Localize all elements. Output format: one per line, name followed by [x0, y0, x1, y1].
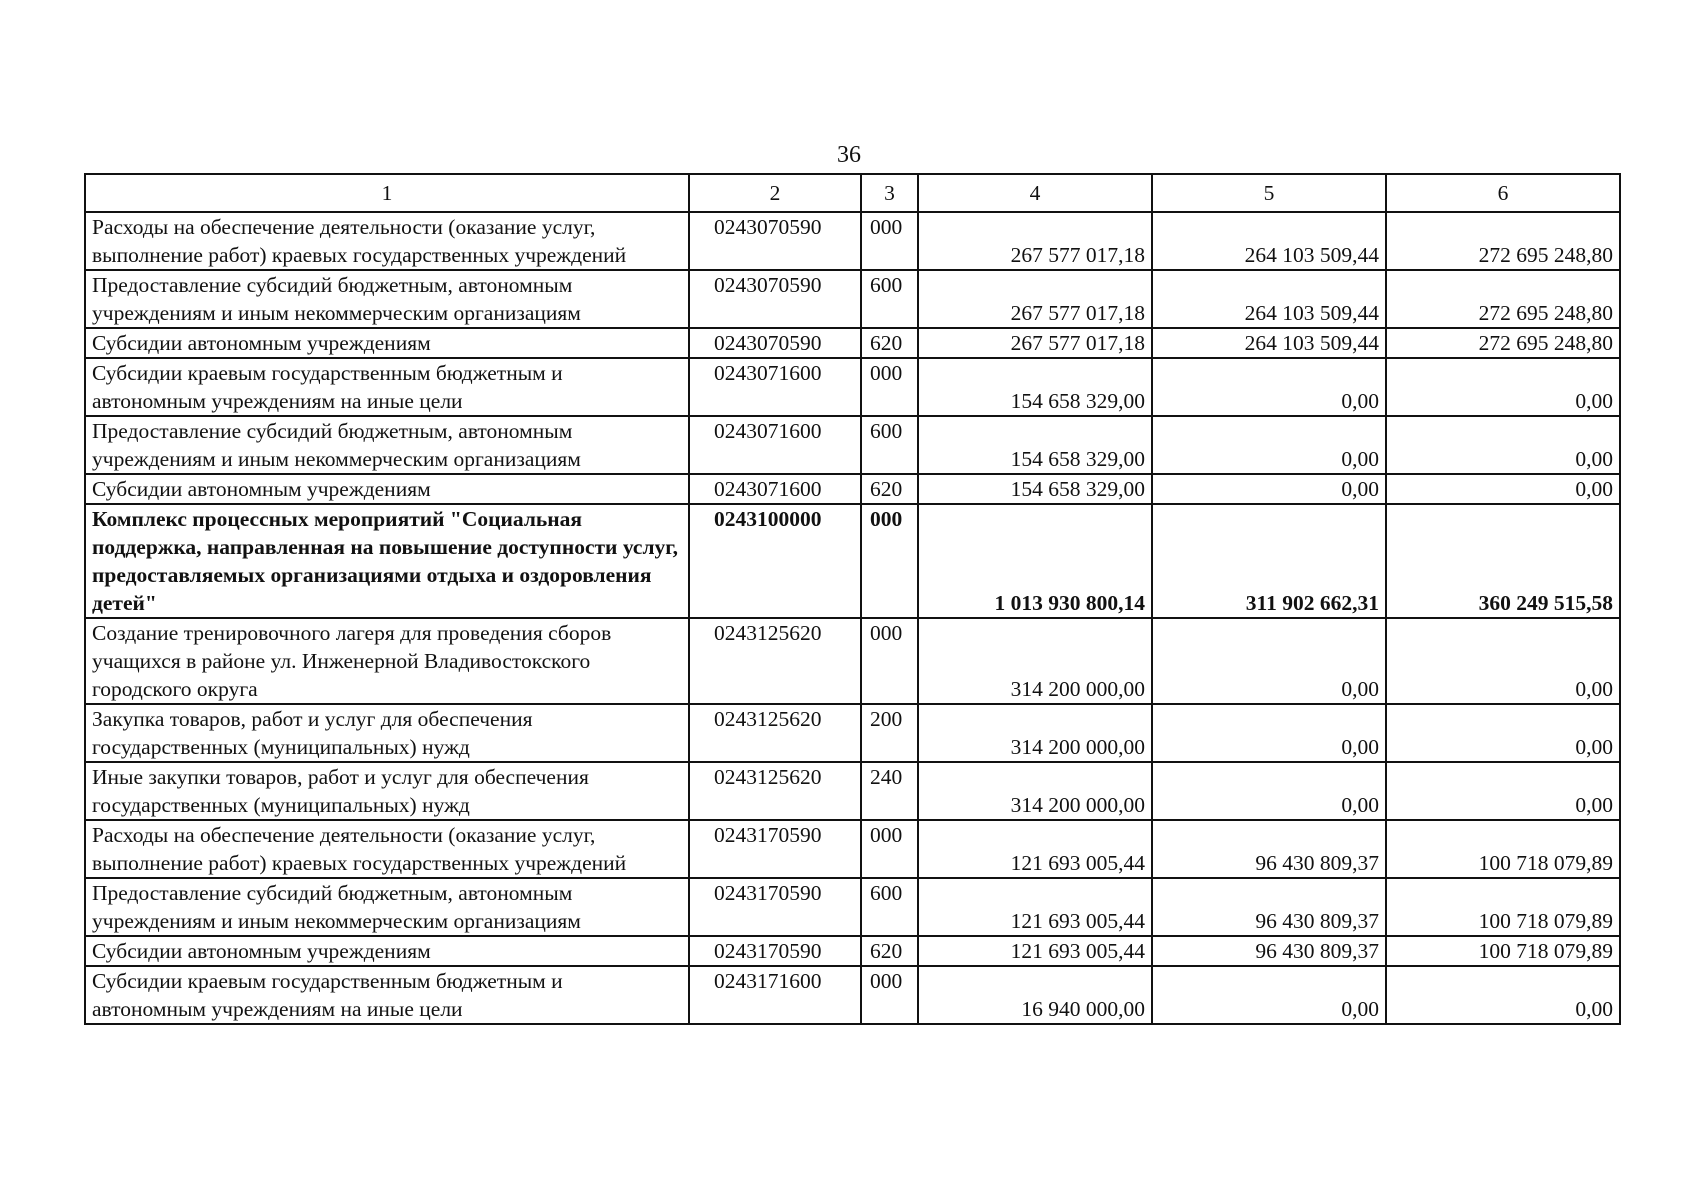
row-value-5: 0,00 — [1152, 358, 1386, 416]
row-value-5: 0,00 — [1152, 474, 1386, 504]
row-code: 0243071600 — [689, 416, 861, 474]
table-row — [85, 328, 1620, 358]
row-name: Субсидии краевым государственным бюджетным и автономным учреждениям на иные цели — [85, 358, 689, 416]
row-value-6: 272 695 248,80 — [1386, 270, 1620, 328]
row-code: 0243070590 — [689, 328, 861, 358]
row-name: Комплекс процессных мероприятий "Социальная поддержка, направленная на повышение доступности услуг, предоставляемых организациями отдыха и оздоровления детей" — [85, 504, 689, 618]
row-value-6: 0,00 — [1386, 416, 1620, 474]
column-header-3: 3 — [861, 174, 918, 212]
row-value-6: 0,00 — [1386, 762, 1620, 820]
row-value-4: 16 940 000,00 — [918, 966, 1152, 1024]
column-header-6: 6 — [1386, 174, 1620, 212]
row-code: 0243170590 — [689, 820, 861, 878]
row-kind: 600 — [861, 270, 918, 328]
table-row — [85, 474, 1620, 504]
column-header-1: 1 — [85, 174, 689, 212]
row-code: 0243070590 — [689, 270, 861, 328]
column-header-5: 5 — [1152, 174, 1386, 212]
row-value-6: 0,00 — [1386, 358, 1620, 416]
table-row — [85, 416, 1620, 474]
row-code: 0243071600 — [689, 474, 861, 504]
table-row — [85, 270, 1620, 328]
row-value-6: 100 718 079,89 — [1386, 820, 1620, 878]
table-header-row — [85, 174, 1620, 212]
page-number: 36 — [837, 142, 861, 168]
row-code: 0243170590 — [689, 878, 861, 936]
row-value-5: 311 902 662,31 — [1152, 504, 1386, 618]
table-row — [85, 878, 1620, 936]
row-kind: 600 — [861, 878, 918, 936]
row-name: Расходы на обеспечение деятельности (оказание услуг, выполнение работ) краевых государственных учреждений — [85, 820, 689, 878]
row-kind: 000 — [861, 820, 918, 878]
row-value-6: 0,00 — [1386, 704, 1620, 762]
column-header-4: 4 — [918, 174, 1152, 212]
row-name: Иные закупки товаров, работ и услуг для обеспечения государственных (муниципальных) нужд — [85, 762, 689, 820]
row-value-6: 272 695 248,80 — [1386, 212, 1620, 270]
table-row — [85, 618, 1620, 704]
row-name: Субсидии автономным учреждениям — [85, 936, 689, 966]
row-code: 0243125620 — [689, 618, 861, 704]
table-row — [85, 936, 1620, 966]
row-value-5: 0,00 — [1152, 762, 1386, 820]
row-value-4: 121 693 005,44 — [918, 878, 1152, 936]
row-name: Субсидии автономным учреждениям — [85, 328, 689, 358]
row-name: Субсидии краевым государственным бюджетным и автономным учреждениям на иные цели — [85, 966, 689, 1024]
row-kind: 000 — [861, 504, 918, 618]
row-value-6: 0,00 — [1386, 474, 1620, 504]
row-value-4: 121 693 005,44 — [918, 936, 1152, 966]
row-name: Предоставление субсидий бюджетным, автономным учреждениям и иным некоммерческим организациям — [85, 878, 689, 936]
row-value-4: 154 658 329,00 — [918, 416, 1152, 474]
table-row — [85, 704, 1620, 762]
row-kind: 240 — [861, 762, 918, 820]
row-value-4: 121 693 005,44 — [918, 820, 1152, 878]
row-value-6: 100 718 079,89 — [1386, 878, 1620, 936]
row-value-4: 314 200 000,00 — [918, 618, 1152, 704]
row-kind: 620 — [861, 936, 918, 966]
row-kind: 620 — [861, 474, 918, 504]
row-value-6: 100 718 079,89 — [1386, 936, 1620, 966]
row-value-5: 96 430 809,37 — [1152, 936, 1386, 966]
row-value-4: 154 658 329,00 — [918, 474, 1152, 504]
row-code: 0243071600 — [689, 358, 861, 416]
row-value-5: 96 430 809,37 — [1152, 820, 1386, 878]
row-value-4: 267 577 017,18 — [918, 212, 1152, 270]
row-value-4: 154 658 329,00 — [918, 358, 1152, 416]
row-value-6: 0,00 — [1386, 966, 1620, 1024]
row-name: Закупка товаров, работ и услуг для обеспечения государственных (муниципальных) нужд — [85, 704, 689, 762]
row-value-5: 0,00 — [1152, 416, 1386, 474]
table-row — [85, 966, 1620, 1024]
row-name: Создание тренировочного лагеря для проведения сборов учащихся в районе ул. Инженерной Владивостокского городского округа — [85, 618, 689, 704]
row-kind: 200 — [861, 704, 918, 762]
row-value-5: 264 103 509,44 — [1152, 212, 1386, 270]
table-row — [85, 358, 1620, 416]
row-code: 0243170590 — [689, 936, 861, 966]
row-value-4: 267 577 017,18 — [918, 328, 1152, 358]
table-row — [85, 762, 1620, 820]
row-value-4: 314 200 000,00 — [918, 704, 1152, 762]
row-name: Предоставление субсидий бюджетным, автономным учреждениям и иным некоммерческим организациям — [85, 270, 689, 328]
table-row — [85, 820, 1620, 878]
row-kind: 000 — [861, 618, 918, 704]
row-value-4: 267 577 017,18 — [918, 270, 1152, 328]
row-name: Предоставление субсидий бюджетным, автономным учреждениям и иным некоммерческим организациям — [85, 416, 689, 474]
column-header-2: 2 — [689, 174, 861, 212]
table-row — [85, 212, 1620, 270]
row-value-5: 264 103 509,44 — [1152, 270, 1386, 328]
row-kind: 000 — [861, 966, 918, 1024]
row-kind: 000 — [861, 358, 918, 416]
row-code: 0243125620 — [689, 704, 861, 762]
row-code: 0243171600 — [689, 966, 861, 1024]
row-value-6: 360 249 515,58 — [1386, 504, 1620, 618]
row-kind: 000 — [861, 212, 918, 270]
row-value-5: 264 103 509,44 — [1152, 328, 1386, 358]
row-value-6: 272 695 248,80 — [1386, 328, 1620, 358]
row-value-5: 0,00 — [1152, 704, 1386, 762]
table-row-section-total — [85, 504, 1620, 618]
row-kind: 620 — [861, 328, 918, 358]
row-name: Расходы на обеспечение деятельности (оказание услуг, выполнение работ) краевых государственных учреждений — [85, 212, 689, 270]
row-value-5: 0,00 — [1152, 618, 1386, 704]
row-code: 0243125620 — [689, 762, 861, 820]
row-code: 0243070590 — [689, 212, 861, 270]
budget-table — [84, 173, 1621, 1025]
row-value-6: 0,00 — [1386, 618, 1620, 704]
row-value-5: 0,00 — [1152, 966, 1386, 1024]
row-value-4: 1 013 930 800,14 — [918, 504, 1152, 618]
row-code: 0243100000 — [689, 504, 861, 618]
row-value-4: 314 200 000,00 — [918, 762, 1152, 820]
row-kind: 600 — [861, 416, 918, 474]
row-name: Субсидии автономным учреждениям — [85, 474, 689, 504]
row-value-5: 96 430 809,37 — [1152, 878, 1386, 936]
